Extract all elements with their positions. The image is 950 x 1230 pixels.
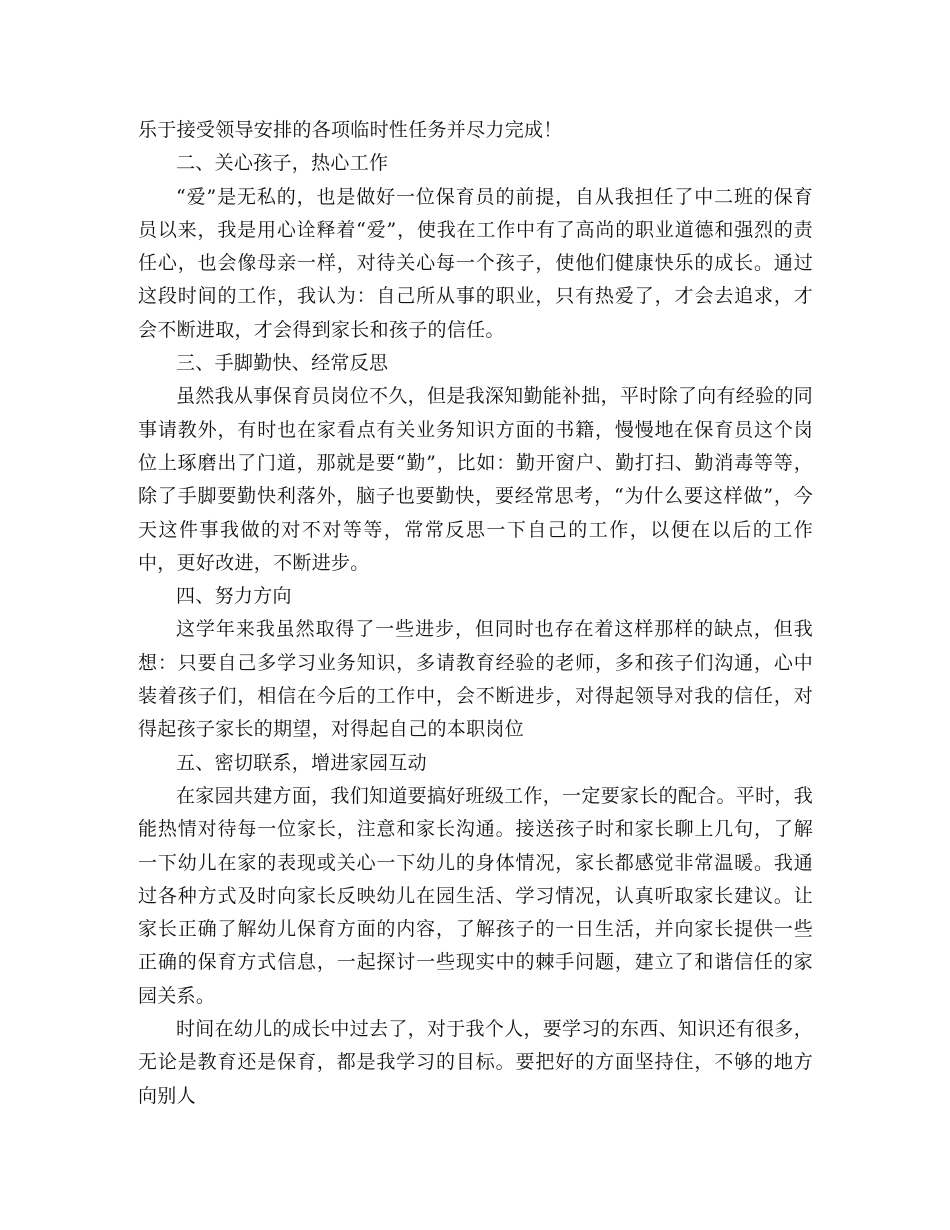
paragraph-love: “爱”是无私的，也是做好一位保育员的前提，自从我担任了中二班的保育员以来，我是用心诠释着“爱”，使我在工作中有了高尚的职业道德和强烈的责任心，也会像母亲一样，对待关心每一个孩子，使他们健康快乐的成长。通过这段时间的工作，我认为：自己所从事的职业，只有热爱了，才会去追求，才会不断进取，才会得到家长和孩子的信任。 [138,185,813,341]
section-heading-5: 五、密切联系，增进家园互动 [176,751,427,774]
paragraph-diligence: 虽然我从事保育员岗位不久，但是我深知勤能补拙，平时除了向有经验的同事请教外，有时也在家看点有关业务知识方面的书籍，慢慢地在保育员这个岗位上琢磨出了门道，那就是要“勤”，比如：勤开窗户、勤打扫、勤消毒等等，除了手脚要勤快利落外，脑子也要勤快，要经常思考，“为什么要这样做”，今天这件事我做的对不对等等，常常反思一下自己的工作，以便在以后的工作中，更好改进，不断进步。 [138,385,813,574]
paragraph-continuation: 乐于接受领导安排的各项临时性任务并尽力完成！ [138,119,563,141]
section-heading-4: 四、努力方向 [176,585,292,608]
paragraph-direction: 这学年来我虽然取得了一些进步，但同时也存在着这样那样的缺点，但我想：只要自己多学习业务知识，多请教育经验的老师，多和孩子们沟通，心中装着孩子们，相信在今后的工作中，会不断进步，对得起领导对我的信任，对得起孩子家长的期望，对得起自己的本职岗位 [138,618,813,741]
section-heading-3: 三、手脚勤快、经常反思 [176,352,389,375]
document-body [138,114,813,1113]
paragraph-conclusion: 时间在幼儿的成长中过去了，对于我个人，要学习的东西、知识还有很多，无论是教育还是保育，都是我学习的目标。要把好的方面坚持住，不够的地方向别人 [138,1018,813,1107]
section-heading-2: 二、关心孩子，热心工作 [176,152,389,175]
paragraph-home-school: 在家园共建方面，我们知道要搞好班级工作，一定要家长的配合。平时，我能热情对待每一位家长，注意和家长沟通。接送孩子时和家长聊上几句，了解一下幼儿在家的表现或关心一下幼儿的身体情况，家长都感觉非常温暖。我通过各种方式及时向家长反映幼儿在园生活、学习情况，认真听取家长建议。让家长正确了解幼儿保育方面的内容，了解孩子的一日生活，并向家长提供一些正确的保育方式信息，一起探讨一些现实中的棘手问题，建立了和谐信任的家园关系。 [138,784,813,1007]
